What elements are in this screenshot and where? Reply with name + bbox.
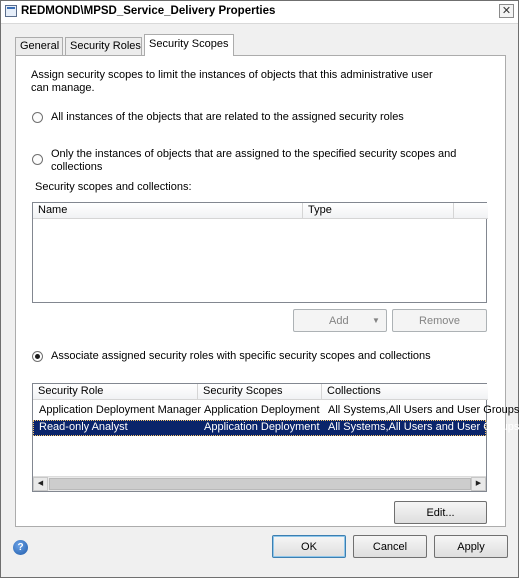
tab-security-roles[interactable]: Security Roles — [65, 37, 142, 55]
window-icon — [5, 5, 17, 17]
horizontal-scrollbar[interactable] — [33, 476, 486, 491]
column-header-security-scopes[interactable]: Security Scopes — [198, 384, 322, 400]
dropdown-arrow-icon: ▼ — [372, 316, 380, 325]
column-header-filler — [454, 203, 488, 219]
scrollbar-thumb[interactable] — [49, 478, 471, 490]
column-header-collections[interactable]: Collections — [322, 384, 488, 400]
cell-security-role: Read-only Analyst — [39, 421, 128, 433]
radio-all-instances[interactable] — [32, 112, 43, 123]
cell-security-scopes: Application Deployment — [204, 404, 320, 416]
remove-button[interactable]: Remove — [392, 309, 487, 332]
table-row-selected[interactable] — [33, 420, 519, 436]
add-button-label: Add — [329, 315, 349, 327]
title-bar[interactable] — [1, 1, 518, 24]
tab-general[interactable]: General — [15, 37, 63, 55]
tab-security-scopes[interactable]: Security Scopes — [144, 34, 234, 56]
cell-security-scopes: Application Deployment — [204, 421, 320, 433]
help-icon[interactable]: ? — [13, 540, 28, 555]
cell-collections: All Systems,All Users and User Groups — [328, 421, 519, 433]
option-all-instances-label: All instances of the objects that are related to the assigned security roles — [51, 111, 404, 123]
option-associate-label: Associate assigned security roles with specific security scopes and collections — [51, 350, 431, 362]
option-only-instances-label: Only the instances of objects that are assigned to the specified security scopes and collections — [51, 148, 457, 173]
scroll-left-arrow-icon[interactable]: ◀ — [33, 477, 48, 491]
column-header-name[interactable]: Name — [33, 203, 303, 219]
cell-security-role: Application Deployment Manager — [39, 404, 202, 416]
security-roles-listview[interactable] — [32, 383, 519, 492]
close-button[interactable]: ✕ — [499, 4, 514, 18]
apply-button[interactable]: Apply — [434, 535, 508, 558]
cell-collections: All Systems,All Users and User Groups — [328, 404, 519, 416]
radio-only-instances[interactable] — [32, 154, 43, 165]
add-button[interactable] — [293, 309, 387, 332]
window-title: REDMOND\MPSD_Service_Delivery Properties — [21, 5, 276, 17]
ok-button[interactable]: OK — [272, 535, 346, 558]
scopes-listview[interactable] — [32, 202, 487, 303]
cancel-button[interactable]: Cancel — [353, 535, 427, 558]
table-row[interactable] — [33, 403, 519, 419]
radio-associate[interactable] — [32, 351, 43, 362]
column-header-security-role[interactable]: Security Role — [33, 384, 198, 400]
description-text: Assign security scopes to limit the instances of objects that this administrative user can manage. — [31, 69, 433, 94]
scroll-right-arrow-icon[interactable]: ▶ — [471, 477, 486, 491]
edit-button[interactable]: Edit... — [394, 501, 487, 524]
column-header-type[interactable]: Type — [303, 203, 454, 219]
scopes-list-label: Security scopes and collections: — [35, 181, 192, 193]
